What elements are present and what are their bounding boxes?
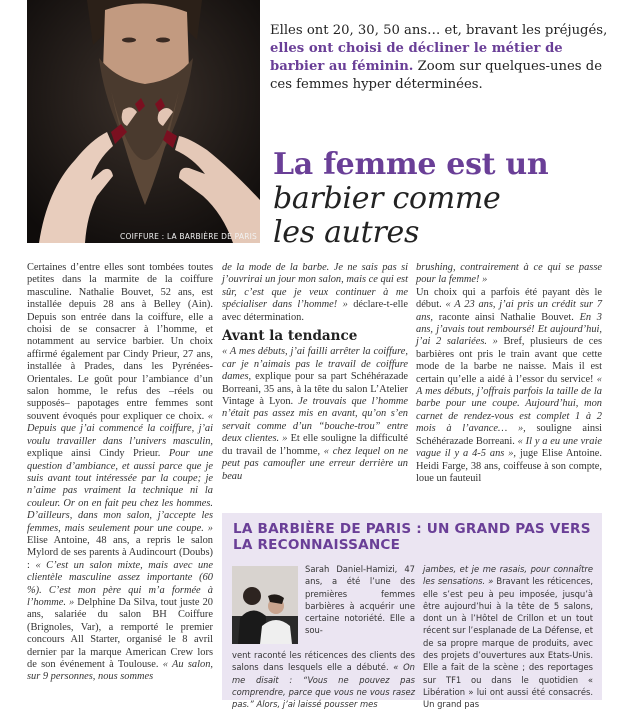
col3-text: souligne ainsi Schéhérazade Borreani.: [416, 423, 602, 447]
col3-quote: « Il y a eu une vraie vague il y a 4-5 ans »,: [416, 435, 602, 460]
title-line-2: barbier comme: [273, 181, 501, 216]
main-photo: [27, 0, 260, 243]
sidebar-quote: « On me disait : “Vous ne pouvez pas comprendre, parce que vous ne vous rasez pas.” Alors, j’ai laissé pousser mes: [232, 662, 415, 710]
title-line-1: La femme est un: [273, 147, 549, 182]
intro-text-start: Elles ont 20, 30, 50 ans… et, bravant les préjugés,: [270, 23, 608, 38]
col1-text: Delphine Da Silva, tout juste 20 ans, salariée du salon BH Coiffure (Brignoles, Var), a remporté le premier concours All Starter, organisé le 8 avril dernier par la marque American Crew lors de son événement à Toulouse.: [27, 596, 213, 670]
sidebar-text-1: Sarah Daniel-Hamizi, 47 ans, a été l’une des premières femmes barbières à acquérir une certaine notoriété. Elle a sou-: [305, 564, 415, 636]
body-column-3: [416, 262, 602, 504]
col1-quote: Pour une question d’ambiance, et aussi parce que je suis avant tout intéressée par la coupe; je n’aime pas vraiment la technique ni la couleur. Or on en fait peu chez les hommes. D’ailleurs, dans mon salon, j’accepte les femmes, mais seulement pour une coupe. »: [27, 448, 213, 534]
col2-quote: « chez lequel on ne peut pas camoufler une erreur derrière un beau: [222, 445, 408, 482]
intro-highlight: elles ont choisi de décliner le métier de barbier au féminin.: [270, 41, 563, 74]
col2-quote: de la mode de la barbe. Je ne sais pas si j’ouvrirai un jour mon salon, mais ce qui est sûr, c’est que je veux continuer à me spécialiser dans l’homme! »: [222, 262, 408, 311]
col3-quote: En 3 ans, j’avais tout remboursé! Et aujourd’hui, j’ai 2 salariées. »: [416, 311, 602, 348]
sidebar-text: vent raconté les réticences des clients des salons dans lesquels elle a débuté.: [232, 650, 415, 673]
barber-portrait-illustration: [232, 566, 298, 644]
sidebar-text: Bravant les réticences, elle s’est peu à peu imposée, jusqu’à être aujourd’hui à la tête de 5 salons, dont un à l’Hôtel de Crillon et un tout récent sur l’esplanade de La Défense, et de sa propre marque de produits, avec des projets d’ouvertures aux Etats-Unis. Elle a fait de la scène ; des reportages sur TF1 ou dans le quotidien « Libération » lui ont aussi été consacrés. Un grand pas: [423, 576, 593, 710]
intro-paragraph: [270, 22, 615, 94]
col1-quote: « Au salon, sur 9 personnes, nous sommes: [27, 659, 214, 683]
title-line-3: les autres: [273, 215, 420, 250]
sidebar-title: LA BARBIÈRE DE PARIS : UN GRAND PAS VERS LA RECONNAISSANCE: [233, 521, 591, 553]
bearded-man-with-hands-illustration: [27, 0, 260, 243]
body-column-2: [222, 262, 408, 504]
col3-text: Un choix qui a parfois été payant dès le début.: [416, 286, 602, 311]
sidebar-quote: jambes, et je me rasais, pour connaître les sensations. »: [423, 564, 593, 587]
col1-text: explique ainsi Cindy Prieur.: [27, 448, 169, 460]
col2-text: déclare-t-elle avec détermination.: [222, 299, 408, 323]
sidebar-photo: [232, 566, 298, 644]
col3-text: juge Elise Antoine. Heidi Farge, 38 ans, coiffeuse à son compte, loue un fauteuil: [416, 448, 602, 484]
col1-quote: « C’est un salon mixte, mais avec une clientèle masculine assez importante (60 %). C’est mon père qui m’a formée à l’homme. »: [27, 559, 213, 608]
sidebar-text-2: [232, 649, 415, 710]
col3-quote: « A 23 ans, j’ai pris un crédit sur 7 ans,: [416, 299, 603, 323]
col3-quote: brushing, contrairement à ce qui se passe pour la femme! »: [416, 262, 602, 286]
article-title: [273, 148, 618, 250]
sidebar-text-3: [423, 563, 593, 710]
sidebar-box: [222, 513, 602, 710]
body-column-1: [27, 262, 213, 700]
col3-text: Bref, plusieurs de ces barbières ont pris le train avant que cette mode de la barbe ne naisse. Mais il est certain qu’elle a aidé à l’essor du service!: [416, 336, 602, 385]
col2-text: Et elle souligne la difficulté du travail de l’homme,: [222, 433, 408, 457]
col2-quote: « A mes débuts, j’ai failli arrêter la coiffure, car je n’aimais pas le travail de coiffure dames,: [222, 346, 408, 383]
col2-quote: Je trouvais que l’homme n’était pas assez mis en avant, qu’on s’en servait comme d’un “bouche-trou” entre deux clientes. »: [222, 396, 408, 445]
col2-text: explique pour sa part Schéhérazade Borreani, 35 ans, à la tête du salon L’Atelier Vintage à Lyon.: [222, 371, 408, 408]
col1-text: Certaines d’entre elles sont tombées toutes petites dans la marmite de la coiffure masculine. Nathalie Bouvet, 52 ans, est installée depuis 28 ans à Belley (Ain). Depuis son entrée dans la coiffure, elle a choisi de se consacrer à l’homme, et notamment au service barbier. Un choix affirmé également par Cindy Prieur, 27 ans, installée à Prades, dans les Pyrénées-Orientales. Le goût pour l’ambiance d’un salon homme, le refus des –réels ou supposés– papotages entre femmes sont souvent évoqués pour expliquer ce choix.: [27, 262, 213, 422]
intro-text-end: Zoom sur quelques-unes de ces femmes hyper déterminées.: [270, 59, 603, 92]
subheading-avant-la-tendance: Avant la tendance: [222, 328, 358, 345]
col3-text: raconte ainsi Nathalie Bouvet.: [433, 311, 580, 323]
photo-credit: COIFFURE : LA BARBIÈRE DE PARIS: [120, 232, 257, 241]
col3-quote: « A mes débuts, j’offrais parfois la taille de la barbe pour une coupe. Aujourd’hui, mon carnet de rendez-vous est complet 1 à 2 mois à l’avance… »,: [416, 373, 602, 435]
col1-quote: « Depuis que j’ai commencé la coiffure, j’ai voulu travailler dans l’univers masculin,: [27, 410, 213, 447]
col1-text: Elise Antoine, 48 ans, a repris le salon Mylord de ses parents à Audincourt (Doubs) :: [27, 534, 213, 571]
